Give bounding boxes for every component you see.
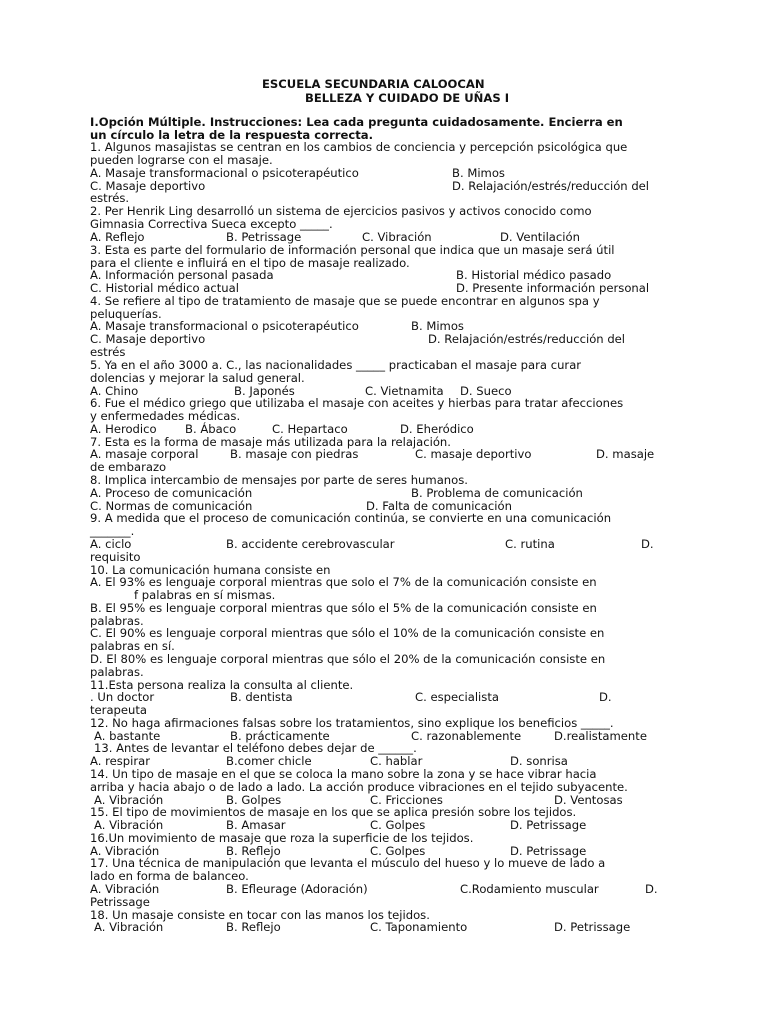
text-line: A. respirar [90,754,151,768]
text-line: palabras. [90,665,144,679]
answer-option: D. Petrissage [510,818,587,832]
answer-option: B. Historial médico pasado [456,268,612,282]
text-line: requisito [90,550,141,564]
answer-option: B. masaje con piedras [230,447,359,461]
answer-option: B. Japonés [234,384,295,398]
school-title: ESCUELA SECUNDARIA CALOOCAN [262,77,485,91]
text-line: A. Vibración [90,882,160,896]
text-line: 3. Esta es parte del formulario de información personal que indica que un masaje será útil [90,243,615,257]
answer-option: C. Fricciones [370,793,443,807]
answer-option: B. Problema de comunicación [411,486,583,500]
text-line: C. Masaje deportivo [90,179,206,193]
answer-option: B. Reflejo [226,920,281,934]
answer-option: B. prácticamente [230,729,330,743]
answer-option: B. Reflejo [226,844,281,858]
text-line: 18. Un masaje consiste en tocar con las manos los tejidos. [90,908,430,922]
answer-option: B. Petrissage [226,230,302,244]
text-line: D. El 80% es lenguaje corporal mientras que sólo el 20% de la comunicación consiste en [90,652,606,666]
text-line: A. Masaje transformacional o psicoterapéutico [90,319,359,333]
text-line: A. Vibración [94,818,164,832]
text-line: A. Herodico [90,422,157,436]
answer-option: D. Falta de comunicación [366,499,512,513]
text-line: 6. Fue el médico griego que utilizaba el masaje con aceites y hierbas para tratar afecciones [90,396,624,410]
text-line: 5. Ya en el año 3000 a. C., las nacionalidades _____ practicaban el masaje para curar [90,358,582,372]
text-line: pueden lograrse con el masaje. [90,153,273,167]
answer-option: D. masaje [596,447,655,461]
answer-option: C. masaje deportivo [415,447,532,461]
text-line: 10. La comunicación humana consiste en [90,563,331,577]
text-line: A. masaje corporal [90,447,199,461]
text-line: 1. Algunos masajistas se centran en los cambios de conciencia y percepción psicológica que [90,140,628,154]
text-line: 9. A medida que el proceso de comunicación continúa, se convierte en una comunicación [90,511,612,525]
answer-option: B. Amasar [226,818,286,832]
text-line: B. El 95% es lenguaje corporal mientras que sólo el 5% de la comunicación consiste en [90,601,597,615]
answer-option: C.Rodamiento muscular [460,882,599,896]
answer-option: D. Relajación/estrés/reducción del [428,332,626,346]
answer-option: B. Mimos [411,319,464,333]
answer-option: B. Mimos [452,166,505,180]
answer-option: D. [599,690,612,704]
instructions-line-2: un círculo la letra de la respuesta correcta. [90,128,374,142]
answer-option: B. accidente cerebrovascular [226,537,395,551]
answer-option: C. rutina [505,537,555,551]
text-line: _______. [90,524,135,538]
text-line: A. bastante [94,729,161,743]
text-line: A. Vibración [90,844,160,858]
answer-option: D. Relajación/estrés/reducción del [452,179,650,193]
answer-option: D. Ventosas [554,793,623,807]
text-line: A. Chino [90,384,139,398]
answer-option: B. Golpes [226,793,282,807]
answer-option: C. razonablemente [411,729,522,743]
text-line: y enfermedades médicas. [90,409,241,423]
text-line: A. Vibración [94,920,164,934]
text-line: para el cliente e influirá en el tipo de masaje realizado. [90,256,410,270]
text-line: Petrissage [90,895,150,909]
answer-option: C. especialista [415,690,499,704]
answer-option: C. Golpes [370,844,426,858]
answer-option: C. Vibración [362,230,432,244]
subject-title: BELLEZA Y CUIDADO DE UÑAS I [305,91,510,105]
answer-option: D. Eheródico [400,422,474,436]
text-line: Gimnasia Correctiva Sueca excepto _____. [90,217,333,231]
text-line: 4. Se refiere al tipo de tratamiento de masaje que se puede encontrar en algunos spa y [90,294,600,308]
text-line: 16.Un movimiento de masaje que roza la superficie de los tejidos. [90,831,474,845]
instructions-line-1: I.Opción Múltiple. Instrucciones: Lea cada pregunta cuidadosamente. Encierra en [90,115,623,129]
text-line: A. Proceso de comunicación [90,486,253,500]
text-line: C. Masaje deportivo [90,332,206,346]
text-line: 15. El tipo de movimientos de masaje en los que se aplica presión sobre los tejidos. [90,805,577,819]
text-line: 2. Per Henrik Ling desarrolló un sistema de ejercicios pasivos y activos conocido como [90,204,592,218]
text-line: de embarazo [90,460,167,474]
answer-option: B. Ábaco [185,422,237,436]
answer-option: C. Golpes [370,818,426,832]
text-line: C. Normas de comunicación [90,499,253,513]
text-line: 11.Esta persona realiza la consulta al cliente. [90,678,354,692]
answer-option: C. hablar [370,754,423,768]
answer-option: D. Presente información personal [456,281,650,295]
text-line: dolencias y mejorar la salud general. [90,371,305,385]
answer-option: B. Efleurage (Adoración) [226,882,368,896]
text-line: 17. Una técnica de manipulación que levanta el músculo del hueso y lo mueve de lado a [90,856,606,870]
text-line: 8. Implica intercambio de mensajes por parte de seres humanos. [90,473,468,487]
text-line: estrés. [90,191,130,205]
answer-option: B.comer chicle [226,754,312,768]
text-line: 12. No haga afirmaciones falsas sobre los tratamientos, sino explique los beneficios _____. [90,716,614,730]
text-line: peluquerías. [90,307,162,321]
text-line: A. ciclo [90,537,132,551]
answer-option: C. Hepartaco [272,422,348,436]
answer-option: D. Petrissage [510,844,587,858]
text-line: palabras. [90,614,144,628]
answer-option: D. Petrissage [554,920,631,934]
answer-option: D. [641,537,654,551]
answer-option: D. Ventilación [500,230,580,244]
answer-option: B. dentista [230,690,293,704]
text-line: f palabras en sí mismas. [134,588,276,602]
text-line: arriba y hacia abajo o de lado a lado. La acción produce vibraciones en el tejido subyacente. [90,780,628,794]
text-line: . Un doctor [90,690,155,704]
text-line: C. Historial médico actual [90,281,239,295]
answer-option: D. Sueco [460,384,512,398]
text-line: terapeuta [90,703,148,717]
text-line: 14. Un tipo de masaje en el que se coloca la mano sobre la zona y se hace vibrar hacia [90,767,597,781]
text-line: estrés [90,345,126,359]
answer-option: D. sonrisa [510,754,568,768]
text-line: A. El 93% es lenguaje corporal mientras que solo el 7% de la comunicación consiste en [90,575,597,589]
answer-option: D.realistamente [554,729,647,743]
text-line: 13. Antes de levantar el teléfono debes dejar de ______. [94,741,417,755]
text-line: A. Masaje transformacional o psicoterapéutico [90,166,359,180]
answer-option: C. Taponamiento [370,920,468,934]
text-line: lado en forma de balanceo. [90,869,249,883]
text-line: palabras en sí. [90,639,175,653]
text-line: 7. Esta es la forma de masaje más utilizada para la relajación. [90,435,451,449]
text-line: C. El 90% es lenguaje corporal mientras que sólo el 10% de la comunicación consiste en [90,626,605,640]
text-line: A. Información personal pasada [90,268,274,282]
text-line: A. Reflejo [90,230,145,244]
text-line: A. Vibración [94,793,164,807]
answer-option: D. [645,882,658,896]
answer-option: C. Vietnamita [365,384,444,398]
